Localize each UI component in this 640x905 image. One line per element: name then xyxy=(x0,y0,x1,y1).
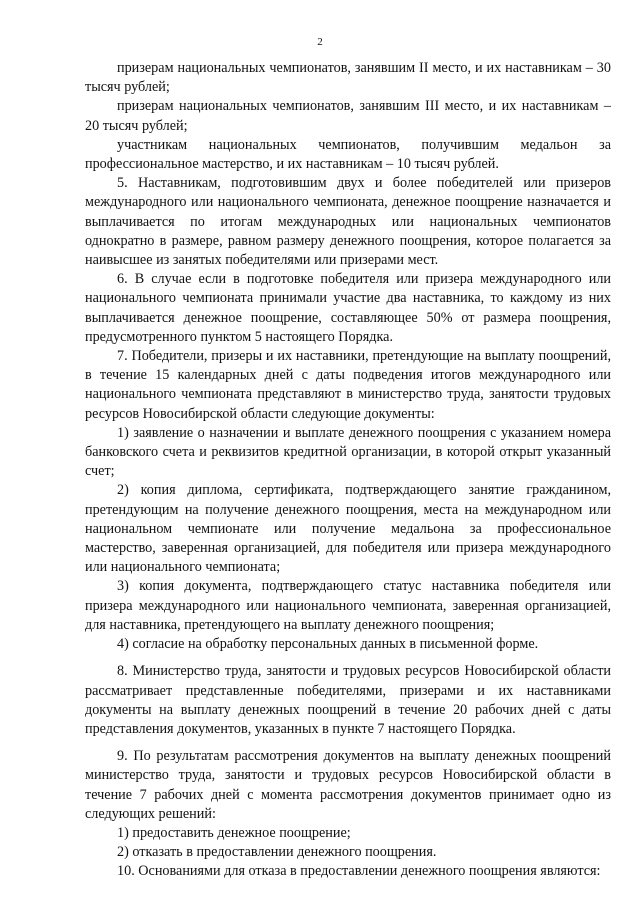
page-number: 2 xyxy=(317,36,323,48)
paragraph-item-9-sub-1: 1) предоставить денежное поощрение; xyxy=(117,824,351,841)
paragraph-item-8: 8. Министерство труда, занятости и трудовых ресурсов Новосибирской области рассматривает представленные победителями, призерами и их наставниками документы на выплату денежных поощрений в течение 20 рабочих дней с даты представления документов, указанных в пункте 7 настоящего Порядка. xyxy=(85,663,611,737)
paragraph-item-9-sub-2: 2) отказать в предоставлении денежного поощрения. xyxy=(117,844,437,861)
paragraph-item-7-sub-2: 2) копия диплома, сертификата, подтверждающего занятие гражданином, претендующим на получение денежного поощрения, места на международном или национальном чемпионате или получение медальона за профессиональное мастерство, заверенная организацией, для победителя или призера международного или национального чемпионата; xyxy=(85,482,611,576)
paragraph-item-9: 9. По результатам рассмотрения документов на выплату денежных поощрений министерство труда, занятости и трудовых ресурсов Новосибирской области в течение 7 рабочих дней с момента рассмотрения документов принимает одно из следующих решений: xyxy=(85,748,611,822)
paragraph-prize-third-place: призерам национальных чемпионатов, занявшим III место, и их наставникам – 20 тысяч рублей; xyxy=(85,98,611,134)
paragraph-item-7-sub-3: 3) копия документа, подтверждающего статус наставника победителя или призера международного или национального чемпионата, заверенная организацией, для наставника, претендующего на выплату денежного поощрения; xyxy=(85,578,611,633)
paragraph-item-7-sub-4: 4) согласие на обработку персональных данных в письменной форме. xyxy=(117,636,539,653)
paragraph-item-5: 5. Наставникам, подготовившим двух и более победителей или призеров международного или национального чемпионата, денежное поощрение назначается и выплачивается по итогам международных или национальных чемпионатов однократно в размере, равном размеру денежного поощрения, которое полагается за наивысшее из занятых победителями или призерами мест. xyxy=(85,175,611,269)
paragraph-item-6: 6. В случае если в подготовке победителя или призера международного или национального чемпионата принимали участие два наставника, то каждому из них выплачивается денежное поощрение, составляющее 50% от размера поощрения, предусмотренного пунктом 5 настоящего Порядка. xyxy=(85,271,611,345)
paragraph-item-10: 10. Основаниями для отказа в предоставлении денежного поощрения являются: xyxy=(117,863,601,880)
paragraph-item-7: 7. Победители, призеры и их наставники, претендующие на выплату поощрений, в течение 15 календарных дней с даты подведения итогов международного или национального чемпионата представляют в министерство труда, занятости трудовых ресурсов Новосибирской области следующие документы: xyxy=(85,348,611,422)
paragraph-item-7-sub-1: 1) заявление о назначении и выплате денежного поощрения с указанием номера банковского счета и реквизитов кредитной организации, в которой открыт указанный счет; xyxy=(85,424,611,480)
paragraph-medallion-participants: участникам национальных чемпионатов, получившим медальон за профессиональное мастерство, и их наставникам – 10 тысяч рублей. xyxy=(85,136,611,173)
paragraph-prize-second-place: призерам национальных чемпионатов, занявшим II место, и их наставникам – 30 тысяч рублей; xyxy=(85,60,611,96)
document-body xyxy=(85,59,611,882)
